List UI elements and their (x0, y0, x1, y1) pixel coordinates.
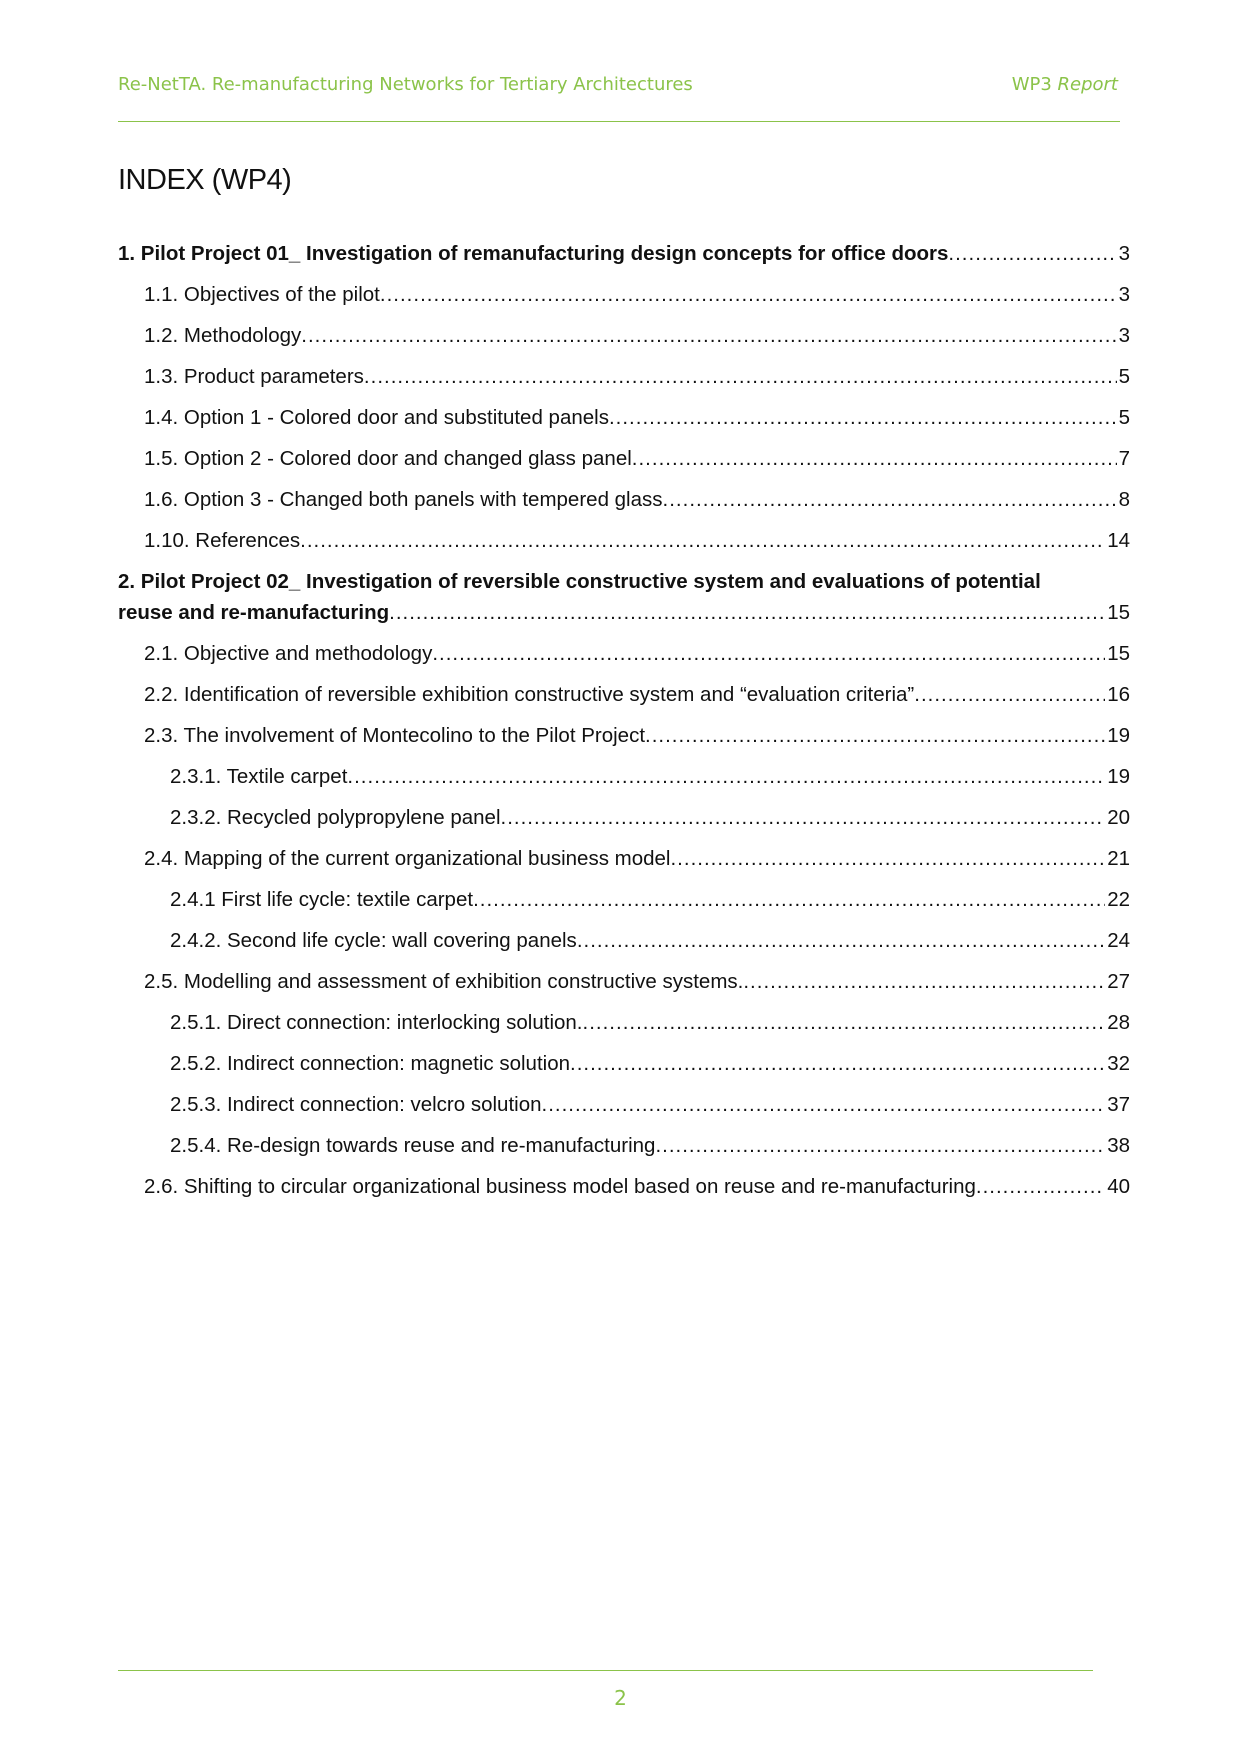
toc-entry-page: 3 (1118, 283, 1130, 306)
toc-entry[interactable] (118, 838, 1130, 879)
toc-entry[interactable] (118, 438, 1130, 479)
toc-entry-title: 2.4.2. Second life cycle: wall covering panels (170, 929, 577, 952)
toc-entry-title: 2.6. Shifting to circular organizational business model based on reuse and re-manufacturing (144, 1175, 976, 1198)
page-number: 2 (614, 1686, 627, 1710)
toc-entry[interactable] (118, 397, 1130, 438)
toc-entry-page: 8 (1118, 488, 1130, 511)
toc-entry[interactable] (118, 1002, 1130, 1043)
toc-entry-title: 1.2. Methodology (144, 324, 302, 347)
toc-entry[interactable] (118, 879, 1130, 920)
toc-entry-title: 2.5.1. Direct connection: interlocking solution. (170, 1011, 583, 1034)
toc-entry-title: 2.3.1. Textile carpet (170, 765, 348, 788)
toc-leader-dots (432, 633, 1105, 674)
toc-leader-dots (948, 233, 1116, 274)
toc-entry[interactable] (118, 633, 1130, 674)
toc-entry-page: 40 (1107, 1175, 1130, 1198)
toc-entry-title: 2.1. Objective and methodology (144, 642, 433, 665)
toc-leader-dots (609, 397, 1117, 438)
toc-entry-title: 1.5. Option 2 - Colored door and changed glass panel (144, 447, 632, 470)
toc-leader-dots (655, 1125, 1105, 1166)
toc-entry-page: 14 (1107, 529, 1130, 552)
toc-entry-page: 27 (1107, 970, 1130, 993)
toc-entry-title: 2.5. Modelling and assessment of exhibition constructive systems. (144, 970, 744, 993)
header-divider (118, 121, 1120, 122)
header-report-prefix: WP3 (1011, 74, 1058, 95)
toc-entry-title: 1.6. Option 3 - Changed both panels with tempered glass (144, 488, 663, 511)
toc-entry-page: 7 (1118, 447, 1130, 470)
toc-entry-title: 1.4. Option 1 - Colored door and substituted panels (144, 406, 609, 429)
toc-leader-dots (632, 438, 1117, 479)
toc-entry-page: 28 (1107, 1011, 1130, 1034)
toc-leader-dots (670, 838, 1105, 879)
toc-entry[interactable] (118, 715, 1130, 756)
toc-entry[interactable] (118, 674, 1130, 715)
toc-entry-page: 32 (1107, 1052, 1130, 1075)
table-of-contents (118, 233, 1130, 1207)
toc-entry[interactable] (118, 479, 1130, 520)
header-project-title: Re-NetTA. Re-manufacturing Networks for Tertiary Architectures (118, 74, 693, 95)
toc-entry-title: 2.5.3. Indirect connection: velcro solution (170, 1093, 542, 1116)
toc-entry[interactable] (118, 756, 1130, 797)
toc-entry[interactable] (118, 520, 1130, 561)
page-header (118, 74, 1118, 100)
toc-entry-title: 2.3. The involvement of Montecolino to the Pilot Project (144, 724, 646, 747)
toc-leader-dots (743, 961, 1105, 1002)
toc-entry-page: 19 (1107, 765, 1130, 788)
toc-leader-dots (645, 715, 1105, 756)
toc-leader-dots (300, 520, 1105, 561)
toc-leader-dots (473, 879, 1105, 920)
toc-entry-title: 1.10. References (144, 529, 301, 552)
toc-entry-title: 1.1. Objectives of the pilot (144, 283, 380, 306)
toc-entry[interactable] (118, 961, 1130, 1002)
toc-leader-dots (364, 356, 1117, 397)
header-report-italic: Report (1057, 74, 1118, 95)
toc-entry[interactable] (118, 797, 1130, 838)
toc-entry[interactable] (118, 1166, 1130, 1207)
toc-entry-title: 2.4.1 First life cycle: textile carpet (170, 888, 474, 911)
toc-leader-dots (542, 1084, 1106, 1125)
header-report-label (1012, 74, 1118, 95)
toc-entry-title: 2.2. Identification of reversible exhibition constructive system and “evaluation criteria” (144, 683, 915, 706)
toc-leader-dots (389, 597, 1105, 628)
toc-entry-title: 2.5.2. Indirect connection: magnetic solution (170, 1052, 570, 1075)
toc-entry-page: 37 (1107, 1093, 1130, 1116)
toc-entry-page: 19 (1107, 724, 1130, 747)
toc-leader-dots (663, 479, 1117, 520)
toc-entry-page: 20 (1107, 806, 1130, 829)
toc-leader-dots (976, 1166, 1105, 1207)
toc-entry[interactable] (118, 1084, 1130, 1125)
footer-divider (118, 1670, 1093, 1671)
toc-leader-dots (347, 756, 1105, 797)
toc-entry[interactable] (118, 233, 1130, 274)
toc-entry-page: 3 (1118, 242, 1130, 265)
toc-leader-dots (914, 674, 1105, 715)
toc-entry[interactable] (118, 561, 1130, 633)
toc-leader-dots (301, 315, 1116, 356)
toc-entry-title-line2: reuse and re-manufacturing (118, 601, 390, 624)
index-title: INDEX (WP4) (118, 164, 292, 196)
toc-entry[interactable] (118, 920, 1130, 961)
toc-leader-dots (380, 274, 1117, 315)
toc-entry-page: 5 (1118, 406, 1130, 429)
toc-leader-dots (501, 797, 1106, 838)
toc-entry-page: 15 (1107, 601, 1130, 624)
toc-leader-dots (577, 920, 1105, 961)
toc-entry[interactable] (118, 1125, 1130, 1166)
toc-entry-title: 1. Pilot Project 01_ Investigation of remanufacturing design concepts for office doors (118, 242, 949, 265)
toc-leader-dots (570, 1043, 1105, 1084)
toc-leader-dots (583, 1002, 1106, 1043)
toc-entry[interactable] (118, 315, 1130, 356)
toc-entry-title: 2.5.4. Re-design towards reuse and re-manufacturing (170, 1134, 656, 1157)
toc-entry[interactable] (118, 1043, 1130, 1084)
toc-entry-title: 2.3.2. Recycled polypropylene panel (170, 806, 501, 829)
toc-entry-title-line1: 2. Pilot Project 02_ Investigation of reversible constructive system and evaluations of potential (118, 570, 1041, 593)
toc-entry-page: 22 (1107, 888, 1130, 911)
toc-entry[interactable] (118, 356, 1130, 397)
toc-entry-page: 15 (1107, 642, 1130, 665)
toc-entry-page: 16 (1107, 683, 1130, 706)
toc-entry-page: 3 (1118, 324, 1130, 347)
toc-entry[interactable] (118, 274, 1130, 315)
toc-entry-title: 1.3. Product parameters (144, 365, 364, 388)
toc-entry-page: 5 (1118, 365, 1130, 388)
toc-entry-page: 21 (1107, 847, 1130, 870)
toc-entry-page: 38 (1107, 1134, 1130, 1157)
toc-entry-title: 2.4. Mapping of the current organizational business model (144, 847, 671, 870)
toc-entry-page: 24 (1107, 929, 1130, 952)
